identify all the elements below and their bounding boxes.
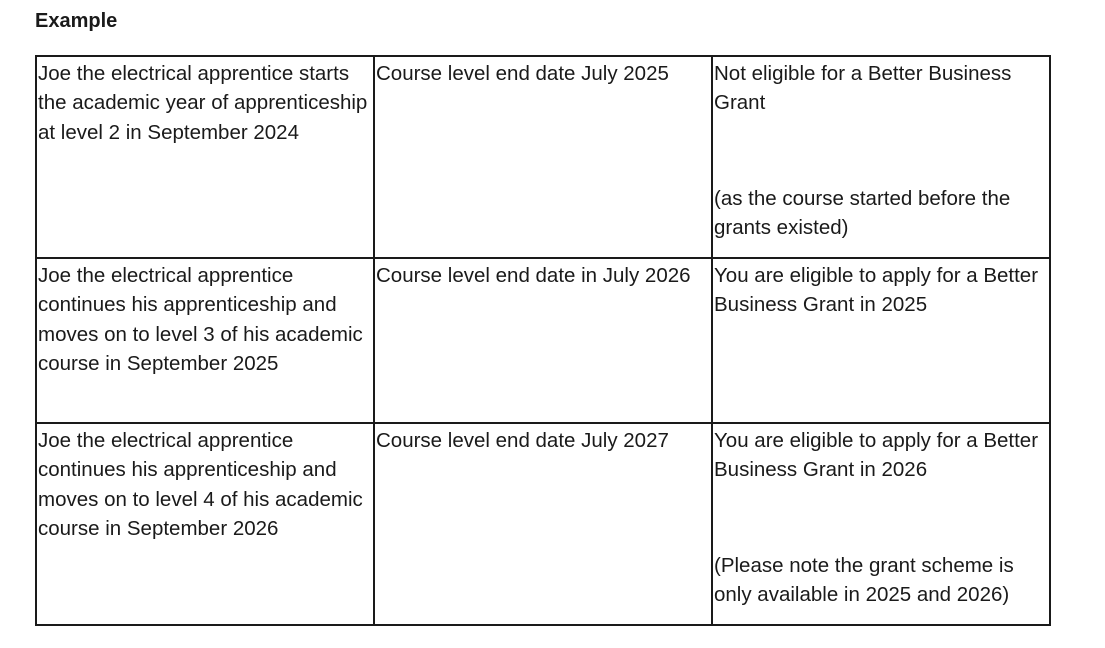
cell-text: Joe the electrical apprentice continues his apprenticeship and moves on to level 3 of his academic course in September 2025 [38,264,363,375]
table-row [36,423,1050,625]
table-cell-student[interactable] [36,258,374,423]
cell-text: Joe the electrical apprentice continues his apprenticeship and moves on to level 4 of his academic course in September 2026 [38,429,363,540]
table-row [36,56,1050,258]
table-cell-end-date[interactable] [374,423,712,625]
paragraph-gap [714,485,1049,551]
eligibility-table [35,55,1051,626]
table-row [36,258,1050,423]
cell-text: You are eligible to apply for a Better Business Grant in 2026 [714,429,1039,482]
cell-text: Joe the electrical apprentice starts the academic year of apprenticeship at level 2 in September 2024 [38,62,368,144]
table-cell-end-date[interactable] [374,258,712,423]
cell-text: Course level end date July 2025 [376,62,669,85]
table-cell-student[interactable] [36,423,374,625]
section-heading: Example [35,10,118,32]
cell-text: Course level end date July 2027 [376,429,669,452]
cell-text: You are eligible to apply for a Better Business Grant in 2025 [714,264,1039,317]
table-cell-eligibility[interactable] [712,56,1050,258]
table-cell-eligibility[interactable] [712,423,1050,625]
table-cell-eligibility[interactable] [712,258,1050,423]
paragraph-gap [714,118,1049,184]
cell-note-wrapper [714,551,1049,610]
cell-note: (Please note the grant scheme is only available in 2025 and 2026) [714,553,1014,606]
cell-text: Not eligible for a Better Business Grant [714,62,1012,115]
table-cell-end-date[interactable] [374,56,712,258]
table-cell-student[interactable] [36,56,374,258]
cell-text: Course level end date in July 2026 [376,264,691,287]
cell-note: (as the course started before the grants existed) [714,186,1011,239]
